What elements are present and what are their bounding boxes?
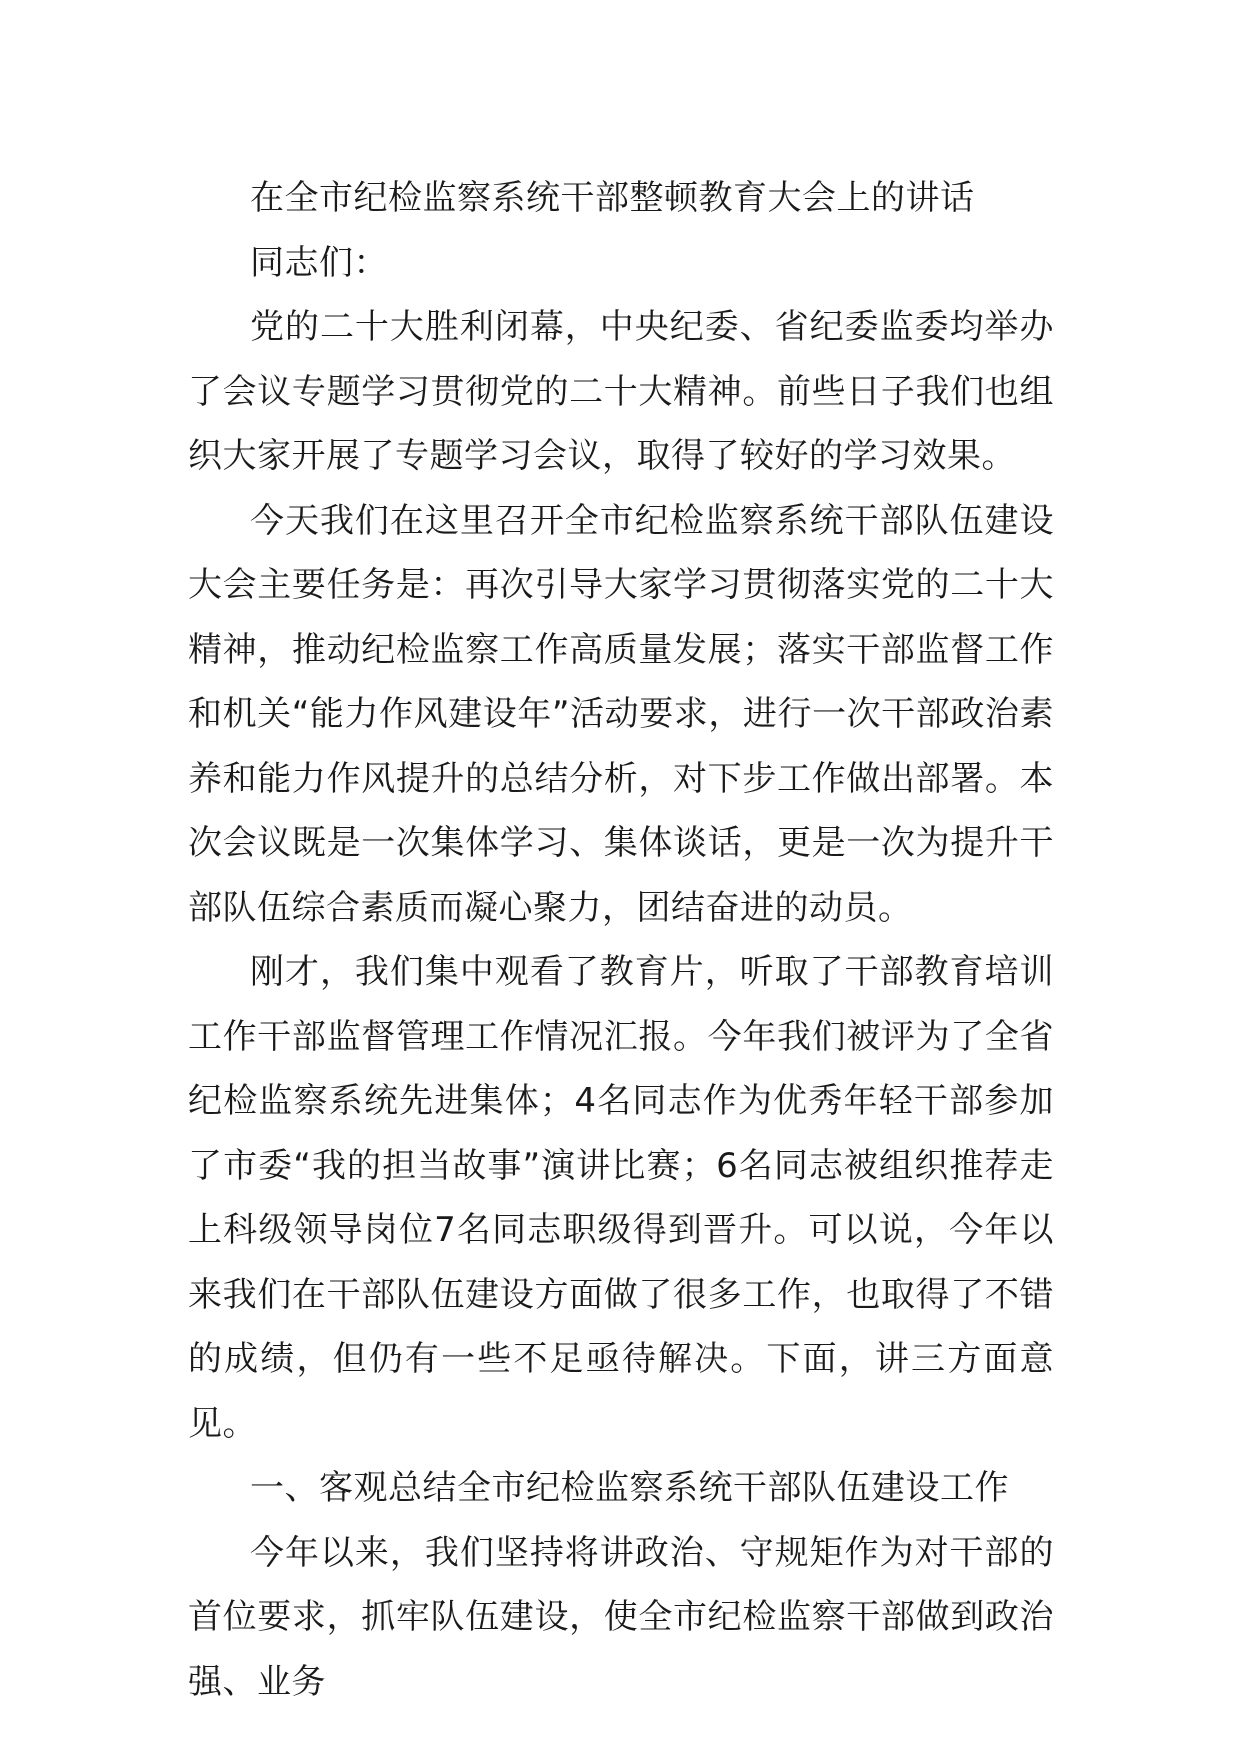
document-title: 在全市纪检监察系统干部整顿教育大会上的讲话 <box>250 178 975 218</box>
section-heading: 一、客观总结全市纪检监察系统干部队伍建设工作 <box>250 1468 1009 1508</box>
salutation: 同志们： <box>250 242 388 283</box>
document-body <box>188 166 1054 1714</box>
section-paragraph: 今年以来，我们坚持将讲政治、守规矩作为对干部的首位要求，抓牢队伍建设，使全市纪检监察干部做到政治强、业务 <box>188 1532 1054 1702</box>
paragraph-2: 今天我们在这里召开全市纪检监察系统干部队伍建设大会主要任务是：再次引导大家学习贯彻落实党的二十大精神，推动纪检监察工作高质量发展；落实干部监督工作和机关“能力作风建设年”活动要求，进行一次干部政治素养和能力作风提升的总结分析，对下步工作做出部署。本次会议既是一次集体学习、集体谈话，更是一次为提升干部队伍综合素质而凝心聚力，团结奋进的动员。 <box>188 500 1054 928</box>
paragraph-3: 刚才，我们集中观看了教育片，听取了干部教育培训工作干部监督管理工作情况汇报。今年我们被评为了全省纪检监察系统先进集体；4名同志作为优秀年轻干部参加了市委“我的担当故事”演讲比赛；6名同志被组织推荐走上科级领导岗位7名同志职级得到晋升。可以说，今年以来我们在干部队伍建设方面做了很多工作，也取得了不错的成绩，但仍有一些不足亟待解决。下面，讲三方面意见。 <box>188 952 1054 1444</box>
paragraph-1: 党的二十大胜利闭幕，中央纪委、省纪委监委均举办了会议专题学习贯彻党的二十大精神。前些日子我们也组织大家开展了专题学习会议，取得了较好的学习效果。 <box>188 307 1054 476</box>
